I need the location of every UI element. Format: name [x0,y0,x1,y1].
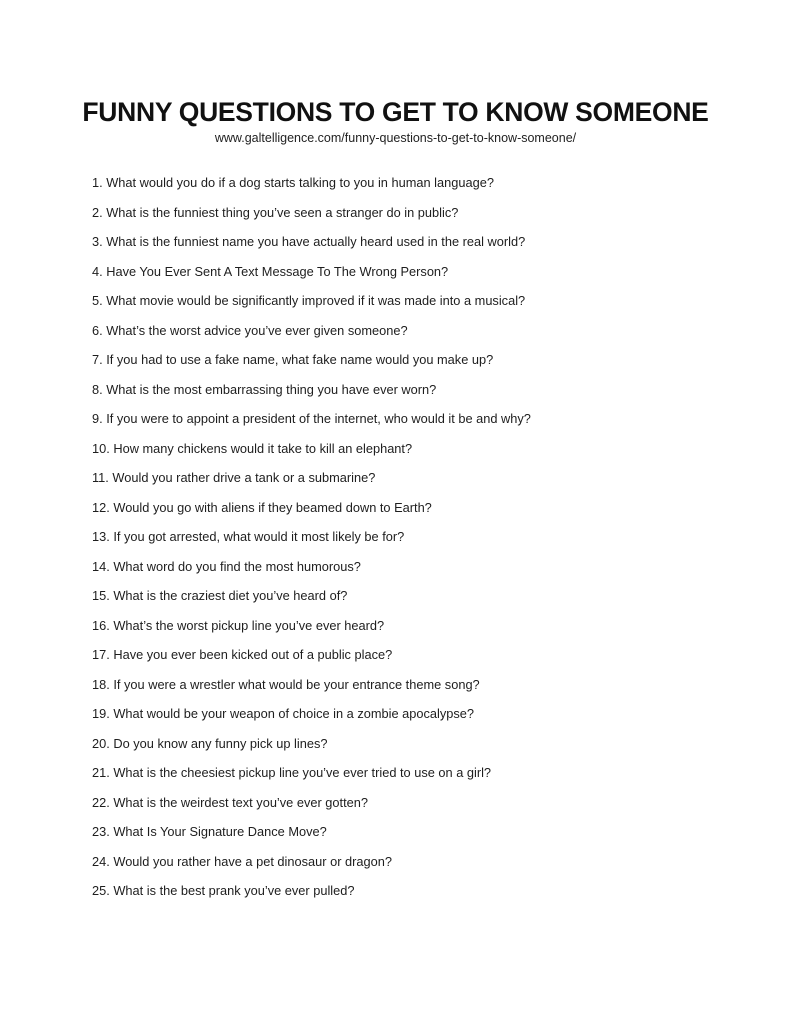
question-item: 9. If you were to appoint a president of the internet, who would it be and why? [92,411,531,426]
question-item: 13. If you got arrested, what would it most likely be for? [92,529,405,544]
question-item: 21. What is the cheesiest pickup line you’ve ever tried to use on a girl? [92,765,492,780]
question-item: 15. What is the craziest diet you’ve heard of? [92,588,348,603]
question-item: 20. Do you know any funny pick up lines? [92,735,328,751]
question-item: 3. What is the funniest name you have actually heard used in the real world? [92,234,526,249]
question-item: 7. If you had to use a fake name, what fake name would you make up? [92,352,494,367]
question-item: 24. Would you rather have a pet dinosaur or dragon? [92,853,392,869]
source-url: www.galtelligence.com/funny-questions-to-get-to-know-someone/ [214,131,577,145]
question-item: 25. What is the best prank you’ve ever pulled? [92,883,355,898]
question-item: 11. Would you rather drive a tank or a submarine? [92,470,376,485]
question-item: 23. What Is Your Signature Dance Move? [92,824,327,839]
question-item: 18. If you were a wrestler what would be your entrance theme song? [92,676,480,692]
question-item: 6. What’s the worst advice you’ve ever given someone? [92,322,408,338]
question-item: 4. Have You Ever Sent A Text Message To The Wrong Person? [92,263,449,279]
question-item: 16. What’s the worst pickup line you’ve ever heard? [92,617,385,633]
question-item: 2. What is the funniest thing you’ve seen a stranger do in public? [92,204,459,220]
question-item: 12. Would you go with aliens if they beamed down to Earth? [92,499,432,515]
question-item: 5. What movie would be significantly improved if it was made into a musical? [92,293,526,308]
question-item: 14. What word do you find the most humorous? [92,558,361,574]
question-item: 10. How many chickens would it take to kill an elephant? [92,440,413,456]
question-item: 8. What is the most embarrassing thing you have ever worn? [92,381,437,397]
question-item: 22. What is the weirdest text you’ve ever gotten? [92,794,368,810]
question-item: 1. What would you do if a dog starts talking to you in human language? [92,175,494,190]
question-item: 19. What would be your weapon of choice in a zombie apocalypse? [92,706,475,721]
question-list [92,173,531,911]
question-item: 17. Have you ever been kicked out of a public place? [92,647,393,662]
page-title: FUNNY QUESTIONS TO GET TO KNOW SOMEONE [82,97,709,127]
